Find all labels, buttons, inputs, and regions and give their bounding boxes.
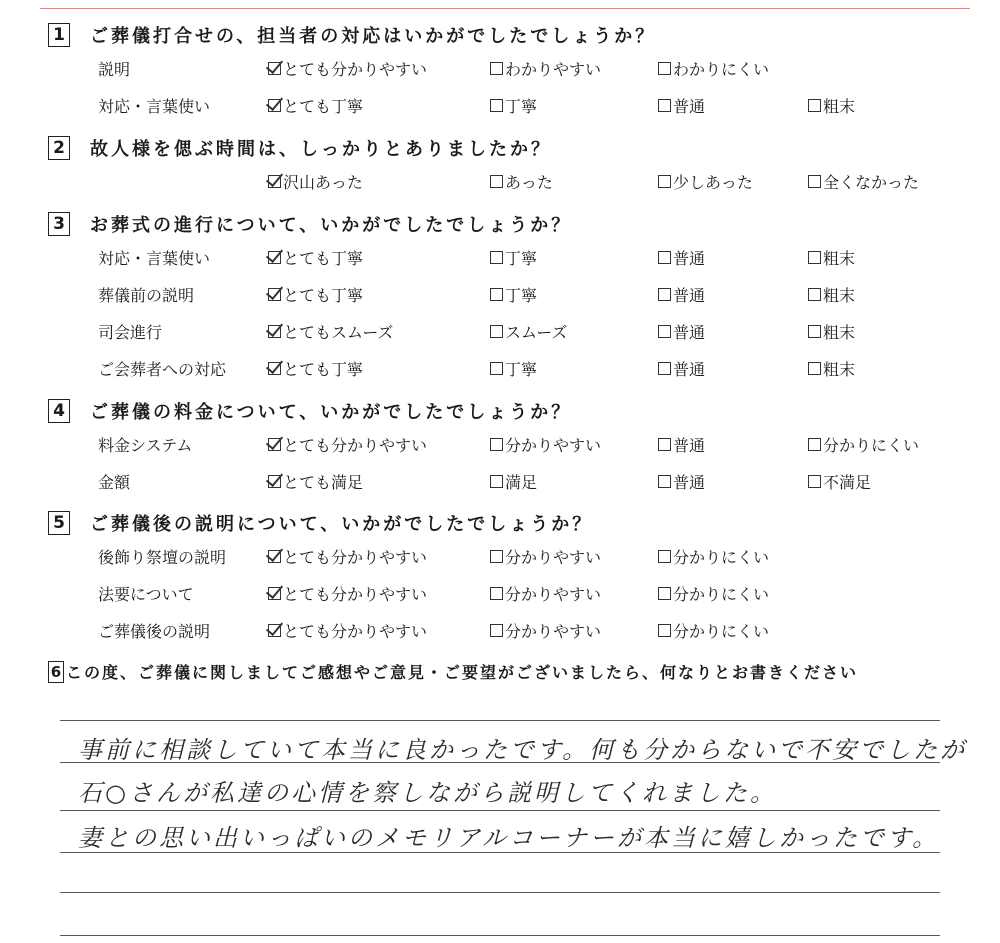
checkbox-option[interactable] <box>808 170 919 193</box>
checkbox-option[interactable] <box>658 283 705 306</box>
answer-line <box>60 935 940 936</box>
question-header <box>48 20 656 50</box>
row-label: 対応・言葉使い <box>98 249 211 268</box>
checkbox-option[interactable] <box>490 545 601 568</box>
answer-line <box>60 810 940 811</box>
option-label: 粗末 <box>823 360 856 379</box>
option-label: 分かりやすい <box>505 585 602 604</box>
checkbox-option[interactable] <box>268 94 363 117</box>
checkbox-option[interactable] <box>268 470 363 493</box>
answer-row <box>48 313 856 350</box>
checkbox-option[interactable] <box>490 94 537 117</box>
option-label: 普通 <box>673 97 706 116</box>
checkbox-icon[interactable] <box>490 251 503 264</box>
answer-row <box>48 538 770 575</box>
row-label: 後飾り祭壇の説明 <box>98 548 227 567</box>
checkbox-option[interactable] <box>490 57 601 80</box>
checkbox-option[interactable] <box>490 433 601 456</box>
checkbox-option[interactable] <box>490 582 601 605</box>
option-label: とても分かりやすい <box>283 548 428 567</box>
answer-row <box>48 612 770 649</box>
checkbox-option[interactable] <box>268 246 363 269</box>
question-4 <box>48 396 920 500</box>
checkbox-icon[interactable] <box>658 362 671 375</box>
checkbox-icon[interactable] <box>658 62 671 75</box>
checked-box-icon[interactable] <box>268 475 281 488</box>
option-label: とても分かりやすい <box>283 622 428 641</box>
handwritten-line-3: 妻との思い出いっぱいのメモリアルコーナーが本当に嬉しかったです。 <box>78 824 940 852</box>
checkbox-option[interactable] <box>658 57 769 80</box>
question-number: 4 <box>48 399 70 423</box>
question-number: 5 <box>48 511 70 535</box>
answer-row <box>48 87 856 124</box>
checkbox-option[interactable] <box>268 582 427 605</box>
checkbox-icon[interactable] <box>808 362 821 375</box>
checkbox-option[interactable] <box>268 545 427 568</box>
checkbox-option[interactable] <box>808 470 871 493</box>
checkbox-icon[interactable] <box>490 438 503 451</box>
checked-box-icon[interactable] <box>268 99 281 112</box>
answer-row <box>48 239 856 276</box>
option-label: 粗末 <box>823 286 856 305</box>
question-number: 1 <box>48 23 70 47</box>
option-label: とても丁寧 <box>283 97 364 116</box>
answer-line <box>60 720 940 721</box>
checkbox-icon[interactable] <box>658 475 671 488</box>
question-header <box>48 133 552 163</box>
checkbox-option[interactable] <box>490 283 537 306</box>
answer-row <box>48 350 856 387</box>
checkbox-icon[interactable] <box>658 624 671 637</box>
checkbox-icon[interactable] <box>490 175 503 188</box>
checkbox-icon[interactable] <box>808 251 821 264</box>
checkbox-icon[interactable] <box>490 288 503 301</box>
option-label: とてもスムーズ <box>283 323 394 342</box>
question-1 <box>48 20 856 124</box>
checkbox-option[interactable] <box>658 582 769 605</box>
checkbox-icon[interactable] <box>490 624 503 637</box>
answer-row <box>48 50 770 87</box>
answer-row <box>48 163 920 200</box>
option-label: 沢山あった <box>283 173 363 192</box>
option-label: 分かりやすい <box>505 436 602 455</box>
checked-box-icon[interactable] <box>268 288 281 301</box>
row-label: 葬儀前の説明 <box>98 286 195 305</box>
handwritten-line-1: 事前に相談していて本当に良かったです。何も分からないで不安でしたが <box>78 736 968 764</box>
option-label: 普通 <box>673 436 706 455</box>
checkbox-icon[interactable] <box>490 475 503 488</box>
option-label: 分かりにくい <box>823 436 920 455</box>
question-title: ご葬儀の料金について、いかがでしたでしょうか？ <box>90 402 573 423</box>
row-label: 対応・言葉使い <box>98 97 211 116</box>
top-rule <box>40 8 970 9</box>
option-label: 少しあった <box>673 173 753 192</box>
option-label: 分かりにくい <box>673 585 770 604</box>
checked-box-icon[interactable] <box>268 438 281 451</box>
checked-box-icon[interactable] <box>268 175 281 188</box>
option-label: とても分かりやすい <box>283 436 428 455</box>
checkbox-option[interactable] <box>658 470 705 493</box>
checkbox-icon[interactable] <box>658 550 671 563</box>
option-label: 粗末 <box>823 97 856 116</box>
checkbox-icon[interactable] <box>490 62 503 75</box>
checkbox-icon[interactable] <box>658 325 671 338</box>
option-label: 丁寧 <box>505 249 538 268</box>
option-label: 分かりにくい <box>673 548 770 567</box>
answer-row <box>48 426 920 463</box>
question-6 <box>48 660 858 683</box>
checkbox-option[interactable] <box>490 357 537 380</box>
option-label: あった <box>505 173 553 192</box>
checkbox-option[interactable] <box>658 433 705 456</box>
checkbox-option[interactable] <box>808 246 855 269</box>
question-title: この度、ご葬儀に関しましてご感想やご意見・ご要望がございましたら、何なりとお書きください <box>66 663 859 682</box>
question-title: お葬式の進行について、いかがでしたでしょうか？ <box>90 215 573 236</box>
question-number: 2 <box>48 136 70 160</box>
option-label: 不満足 <box>823 473 872 492</box>
option-label: 粗末 <box>823 249 856 268</box>
option-label: 全くなかった <box>823 173 920 192</box>
checkbox-option[interactable] <box>268 57 427 80</box>
checked-box-icon[interactable] <box>268 62 281 75</box>
question-3 <box>48 209 856 387</box>
checked-box-icon[interactable] <box>268 587 281 600</box>
option-label: とても満足 <box>283 473 364 492</box>
option-label: とても分かりやすい <box>283 585 428 604</box>
option-label: 満足 <box>505 473 538 492</box>
checkbox-option[interactable] <box>808 94 855 117</box>
question-5 <box>48 508 770 649</box>
option-label: 普通 <box>673 360 706 379</box>
handwritten-line-2: 石○さんが私達の心情を察しながら説明してくれました。 <box>78 779 777 807</box>
checkbox-option[interactable] <box>808 433 919 456</box>
checkbox-option[interactable] <box>490 246 537 269</box>
checkbox-option[interactable] <box>658 545 769 568</box>
checkbox-icon[interactable] <box>658 587 671 600</box>
option-label: 粗末 <box>823 323 856 342</box>
checked-box-icon[interactable] <box>268 550 281 563</box>
question-header <box>48 508 593 538</box>
row-label: ご葬儀後の説明 <box>98 622 211 641</box>
option-label: 丁寧 <box>505 360 538 379</box>
answer-line <box>60 892 940 893</box>
option-label: わかりにくい <box>673 60 770 79</box>
checkbox-option[interactable] <box>268 619 427 642</box>
checkbox-icon[interactable] <box>808 475 821 488</box>
row-label: 司会進行 <box>98 323 163 342</box>
checkbox-option[interactable] <box>658 246 705 269</box>
option-label: とても分かりやすい <box>283 60 428 79</box>
checkbox-option[interactable] <box>268 170 363 193</box>
option-label: とても丁寧 <box>283 360 364 379</box>
question-number: 3 <box>48 212 70 236</box>
checkbox-option[interactable] <box>808 357 855 380</box>
checkbox-option[interactable] <box>490 320 567 343</box>
checkbox-icon[interactable] <box>490 325 503 338</box>
checkbox-icon[interactable] <box>490 550 503 563</box>
checkbox-icon[interactable] <box>808 438 821 451</box>
option-label: 普通 <box>673 323 706 342</box>
checkbox-option[interactable] <box>490 470 537 493</box>
row-label: ご会葬者への対応 <box>98 360 227 379</box>
option-label: 普通 <box>673 286 706 305</box>
option-label: 分かりやすい <box>505 548 602 567</box>
checkbox-icon[interactable] <box>490 362 503 375</box>
option-label: 分かりやすい <box>505 622 602 641</box>
checkbox-icon[interactable] <box>808 288 821 301</box>
checkbox-icon[interactable] <box>808 99 821 112</box>
row-label: 金額 <box>98 473 131 492</box>
option-label: 分かりにくい <box>673 622 770 641</box>
question-title: ご葬儀打合せの、担当者の対応はいかがでしたでしょうか？ <box>90 26 657 47</box>
question-header <box>48 209 572 239</box>
answer-row <box>48 575 770 612</box>
question-header <box>48 396 572 426</box>
row-label: 説明 <box>98 60 131 79</box>
checkbox-option[interactable] <box>658 357 705 380</box>
checkbox-option[interactable] <box>658 619 769 642</box>
option-label: わかりやすい <box>505 60 602 79</box>
option-label: 丁寧 <box>505 97 538 116</box>
checked-box-icon[interactable] <box>268 362 281 375</box>
option-label: 普通 <box>673 249 706 268</box>
question-number: 6 <box>48 661 64 683</box>
checkbox-icon[interactable] <box>808 175 821 188</box>
checkbox-icon[interactable] <box>490 587 503 600</box>
option-label: 普通 <box>673 473 706 492</box>
checkbox-icon[interactable] <box>658 99 671 112</box>
row-label: 法要について <box>98 585 194 604</box>
checkbox-option[interactable] <box>268 320 393 343</box>
question-title: 故人様を偲ぶ時間は、しっかりとありましたか？ <box>90 139 552 160</box>
checkbox-icon[interactable] <box>658 438 671 451</box>
checkbox-icon[interactable] <box>658 175 671 188</box>
answer-row <box>48 463 872 500</box>
question-2 <box>48 133 920 200</box>
checkbox-option[interactable] <box>808 320 855 343</box>
checkbox-option[interactable] <box>268 357 363 380</box>
checkbox-option[interactable] <box>490 619 601 642</box>
option-label: とても丁寧 <box>283 286 364 305</box>
option-label: とても丁寧 <box>283 249 364 268</box>
checkbox-option[interactable] <box>490 170 553 193</box>
option-label: スムーズ <box>505 323 568 342</box>
option-label: 丁寧 <box>505 286 538 305</box>
checkbox-option[interactable] <box>658 320 705 343</box>
checked-box-icon[interactable] <box>268 325 281 338</box>
checkbox-option[interactable] <box>658 170 753 193</box>
checkbox-option[interactable] <box>268 283 363 306</box>
checkbox-icon[interactable] <box>490 99 503 112</box>
row-label: 料金システム <box>98 436 193 455</box>
answer-row <box>48 276 856 313</box>
checkbox-icon[interactable] <box>808 325 821 338</box>
checked-box-icon[interactable] <box>268 624 281 637</box>
checked-box-icon[interactable] <box>268 251 281 264</box>
checkbox-option[interactable] <box>808 283 855 306</box>
checkbox-icon[interactable] <box>658 288 671 301</box>
checkbox-option[interactable] <box>658 94 705 117</box>
question-title: ご葬儀後の説明について、いかがでしたでしょうか？ <box>90 514 594 535</box>
checkbox-icon[interactable] <box>658 251 671 264</box>
checkbox-option[interactable] <box>268 433 427 456</box>
